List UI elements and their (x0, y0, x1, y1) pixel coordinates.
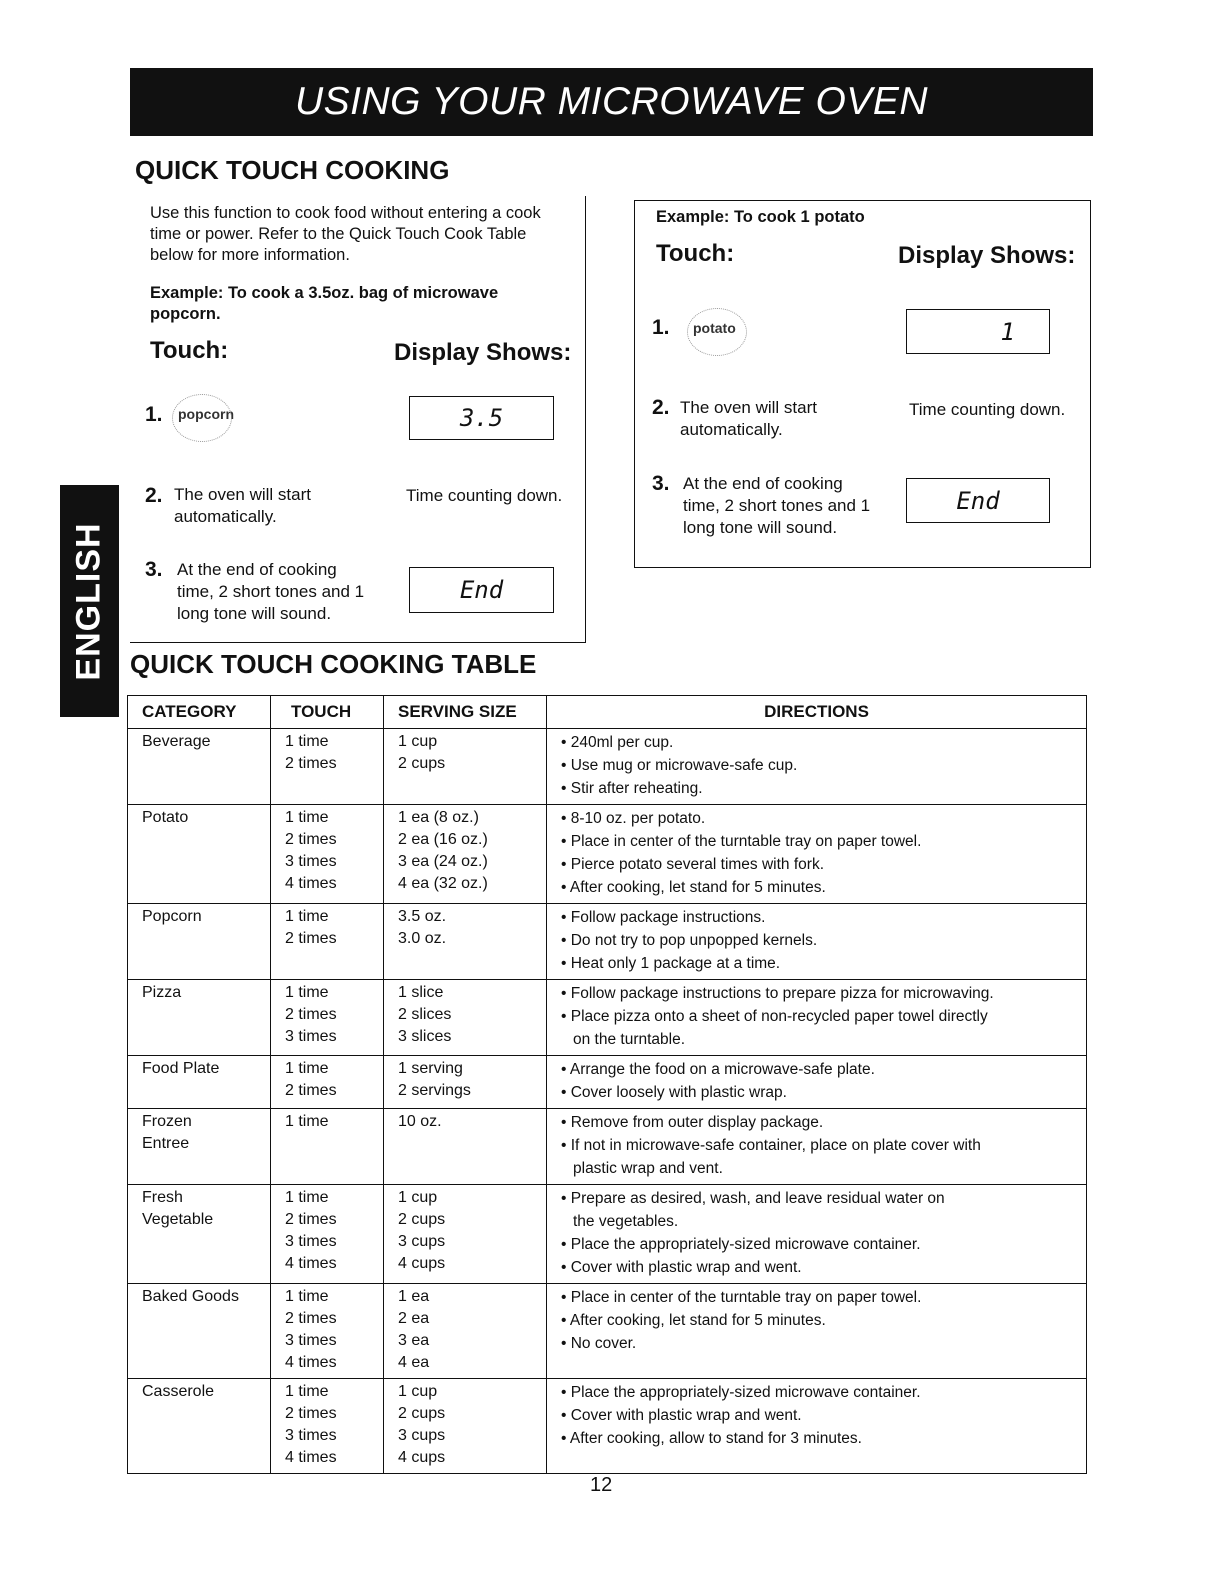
display-heading: Display Shows: (898, 242, 1076, 269)
serving-line: 2 cups (398, 755, 446, 772)
touch-line: 3 times (285, 1028, 337, 1045)
page-banner (130, 68, 1093, 136)
popcorn-key: popcorn (178, 406, 234, 422)
serving-line: 2 cups (398, 1405, 446, 1422)
category-line: Popcorn (142, 908, 202, 925)
step-number: 2. (652, 396, 670, 419)
serving-line: 2 cups (398, 1211, 446, 1228)
touch-line: 3 times (285, 1332, 337, 1349)
category-line: Pizza (142, 984, 182, 1001)
page-number: 12 (590, 1474, 613, 1496)
serving-line: 1 serving (398, 1060, 463, 1077)
category-line: Food Plate (142, 1060, 220, 1077)
touch-cell (271, 1109, 384, 1185)
directions-line: • After cooking, let stand for 5 minutes. (561, 1312, 826, 1329)
table-row (128, 1109, 1087, 1185)
serving-line: 3 ea (398, 1332, 430, 1349)
language-tab-label: ENGLISH (70, 521, 108, 681)
touch-cell (271, 1056, 384, 1109)
touch-line: 1 time (285, 809, 329, 826)
step-number: 3. (145, 558, 163, 581)
serving-line: 3.0 oz. (398, 930, 447, 947)
directions-line: • Remove from outer display package. (561, 1114, 824, 1131)
touch-line: 2 times (285, 1211, 337, 1228)
directions-line: • After cooking, let stand for 5 minutes. (561, 879, 826, 896)
touch-cell (271, 1284, 384, 1379)
table-row (128, 1185, 1087, 1284)
popcorn-example-title: Example: To cook a 3.5oz. bag of microwave popcorn. (150, 284, 499, 323)
serving-line: 3 slices (398, 1028, 452, 1045)
directions-line: • Cover loosely with plastic wrap. (561, 1084, 787, 1101)
touch-cell (271, 980, 384, 1056)
touch-cell (271, 729, 384, 805)
touch-line: 4 times (285, 875, 337, 892)
directions-line: • Place pizza onto a sheet of non-recycled paper towel directly (561, 1008, 988, 1025)
touch-line: 3 times (285, 853, 337, 870)
directions-line: on the turntable. (573, 1031, 686, 1048)
serving-cell (384, 1284, 547, 1379)
touch-cell (271, 1379, 384, 1474)
serving-cell (384, 904, 547, 980)
category-line: Casserole (142, 1383, 215, 1400)
serving-line: 1 slice (398, 984, 444, 1001)
display-note: Time counting down. (909, 400, 1066, 419)
touch-cell (271, 904, 384, 980)
banner-title: USING YOUR MICROWAVE OVEN (295, 80, 928, 123)
touch-line: 4 times (285, 1354, 337, 1371)
category-line: Vegetable (142, 1211, 214, 1228)
directions-line: • After cooking, allow to stand for 3 minutes. (561, 1430, 862, 1447)
directions-line: • Prepare as desired, wash, and leave residual water on (561, 1190, 945, 1207)
touch-line: 1 time (285, 1113, 329, 1130)
directions-cell (547, 904, 1087, 980)
touch-cell (271, 1185, 384, 1284)
section-heading-quick-touch: QUICK TOUCH COOKING (135, 155, 450, 185)
serving-cell (384, 1109, 547, 1185)
serving-cell (384, 980, 547, 1056)
step-number: 1. (652, 316, 670, 339)
touch-line: 2 times (285, 1310, 337, 1327)
directions-line: • Follow package instructions. (561, 909, 766, 926)
directions-line: • Cover with plastic wrap and went. (561, 1259, 802, 1276)
step-text: The oven will start automatically. (174, 485, 311, 526)
category-cell (128, 1379, 271, 1474)
serving-line: 2 slices (398, 1006, 452, 1023)
touch-line: 1 time (285, 1060, 329, 1077)
serving-line: 1 ea (8 oz.) (398, 809, 479, 826)
category-line: Frozen (142, 1113, 192, 1130)
touch-heading: Touch: (656, 240, 735, 267)
category-cell (128, 904, 271, 980)
step-text: At the end of cooking time, 2 short tones and 1 long tone will sound. (683, 474, 871, 537)
touch-line: 4 times (285, 1449, 337, 1466)
category-line: Baked Goods (142, 1288, 239, 1305)
directions-line: • Stir after reheating. (561, 780, 703, 797)
touch-line: 1 time (285, 1288, 329, 1305)
directions-line: • Place the appropriately-sized microwave container. (561, 1236, 921, 1253)
lcd-display: End (906, 478, 1050, 523)
column-header: TOUCH (271, 696, 384, 729)
step-number: 1. (145, 403, 163, 426)
directions-line: • Do not try to pop unpopped kernels. (561, 932, 818, 949)
language-tab (60, 485, 119, 717)
serving-line: 4 cups (398, 1449, 446, 1466)
directions-line: • Place in center of the turntable tray on paper towel. (561, 833, 922, 850)
lcd-display: End (409, 567, 554, 613)
section-heading-table: QUICK TOUCH COOKING TABLE (130, 649, 537, 679)
directions-line: • 8-10 oz. per potato. (561, 810, 706, 827)
directions-line: • Cover with plastic wrap and went. (561, 1407, 802, 1424)
step-number: 3. (652, 472, 670, 495)
directions-line: the vegetables. (573, 1213, 679, 1230)
category-line: Potato (142, 809, 189, 826)
touch-line: 2 times (285, 831, 337, 848)
serving-line: 4 cups (398, 1255, 446, 1272)
touch-line: 2 times (285, 1006, 337, 1023)
touch-line: 2 times (285, 1082, 337, 1099)
directions-line: • Use mug or microwave-safe cup. (561, 757, 798, 774)
table-row (128, 1379, 1087, 1474)
serving-cell (384, 1185, 547, 1284)
table-row (128, 980, 1087, 1056)
category-cell (128, 1284, 271, 1379)
directions-line: • Arrange the food on a microwave-safe plate. (561, 1061, 875, 1078)
directions-line: • Pierce potato several times with fork. (561, 856, 825, 873)
touch-line: 3 times (285, 1233, 337, 1250)
step-text: At the end of cooking time, 2 short tones and 1 long tone will sound. (177, 560, 365, 623)
table-row (128, 1056, 1087, 1109)
touch-line: 1 time (285, 1189, 329, 1206)
directions-line: • No cover. (561, 1335, 637, 1352)
table-row (128, 1284, 1087, 1379)
step-number: 2. (145, 484, 163, 507)
serving-line: 2 servings (398, 1082, 471, 1099)
serving-line: 2 ea (398, 1310, 430, 1327)
directions-line: • Heat only 1 package at a time. (561, 955, 781, 972)
serving-line: 3.5 oz. (398, 908, 447, 925)
category-line: Entree (142, 1135, 190, 1152)
touch-cell (271, 805, 384, 904)
serving-cell (384, 805, 547, 904)
directions-line: • If not in microwave-safe container, place on plate cover with (561, 1137, 981, 1154)
serving-line: 1 cup (398, 733, 438, 750)
potato-key: potato (693, 320, 736, 336)
serving-line: 1 cup (398, 1189, 438, 1206)
display-note: Time counting down. (406, 486, 563, 505)
category-line: Fresh (142, 1189, 183, 1206)
directions-cell (547, 729, 1087, 805)
table-header-row (128, 696, 1087, 729)
column-header: SERVING SIZE (384, 696, 547, 729)
directions-cell (547, 1284, 1087, 1379)
table-row (128, 729, 1087, 805)
serving-cell (384, 1379, 547, 1474)
serving-line: 1 cup (398, 1383, 438, 1400)
serving-line: 3 ea (24 oz.) (398, 853, 488, 870)
touch-line: 2 times (285, 930, 337, 947)
display-heading: Display Shows: (394, 339, 572, 366)
step-text: The oven will start automatically. (680, 398, 817, 439)
directions-cell (547, 1379, 1087, 1474)
directions-cell (547, 980, 1087, 1056)
quick-touch-table (127, 695, 1087, 1474)
table-row (128, 805, 1087, 904)
category-cell (128, 1056, 271, 1109)
lcd-display (906, 309, 1050, 354)
directions-line: • Place the appropriately-sized microwave container. (561, 1384, 921, 1401)
serving-line: 10 oz. (398, 1113, 442, 1130)
directions-cell (547, 1185, 1087, 1284)
serving-line: 2 ea (16 oz.) (398, 831, 488, 848)
touch-line: 1 time (285, 1383, 329, 1400)
touch-line: 3 times (285, 1427, 337, 1444)
directions-line: • 240ml per cup. (561, 734, 674, 751)
touch-line: 2 times (285, 755, 337, 772)
lcd-value: 1 (1000, 317, 1015, 346)
touch-line: 1 time (285, 908, 329, 925)
touch-line: 2 times (285, 1405, 337, 1422)
touch-line: 1 time (285, 984, 329, 1001)
touch-line: 1 time (285, 733, 329, 750)
column-header: CATEGORY (128, 696, 271, 729)
serving-line: 1 ea (398, 1288, 430, 1305)
serving-line: 3 cups (398, 1427, 446, 1444)
column-header: DIRECTIONS (547, 696, 1087, 729)
category-line: Beverage (142, 733, 211, 750)
intro-text: Use this function to cook food without entering a cook time or power. Refer to the Quick Touch Cook Table below for more information. (150, 204, 541, 264)
category-cell (128, 805, 271, 904)
category-cell (128, 1109, 271, 1185)
potato-example-title: Example: To cook 1 potato (656, 208, 865, 226)
serving-cell (384, 1056, 547, 1109)
category-cell (128, 729, 271, 805)
serving-line: 3 cups (398, 1233, 446, 1250)
directions-cell (547, 1056, 1087, 1109)
touch-heading: Touch: (150, 337, 229, 364)
directions-cell (547, 805, 1087, 904)
touch-line: 4 times (285, 1255, 337, 1272)
serving-line: 4 ea (398, 1354, 430, 1371)
lcd-display: 3.5 (409, 396, 554, 440)
directions-line: • Follow package instructions to prepare pizza for microwaving. (561, 985, 994, 1002)
category-cell (128, 1185, 271, 1284)
directions-cell (547, 1109, 1087, 1185)
category-cell (128, 980, 271, 1056)
directions-line: • Place in center of the turntable tray on paper towel. (561, 1289, 922, 1306)
table-row (128, 904, 1087, 980)
serving-cell (384, 729, 547, 805)
serving-line: 4 ea (32 oz.) (398, 875, 488, 892)
directions-line: plastic wrap and vent. (573, 1160, 723, 1177)
